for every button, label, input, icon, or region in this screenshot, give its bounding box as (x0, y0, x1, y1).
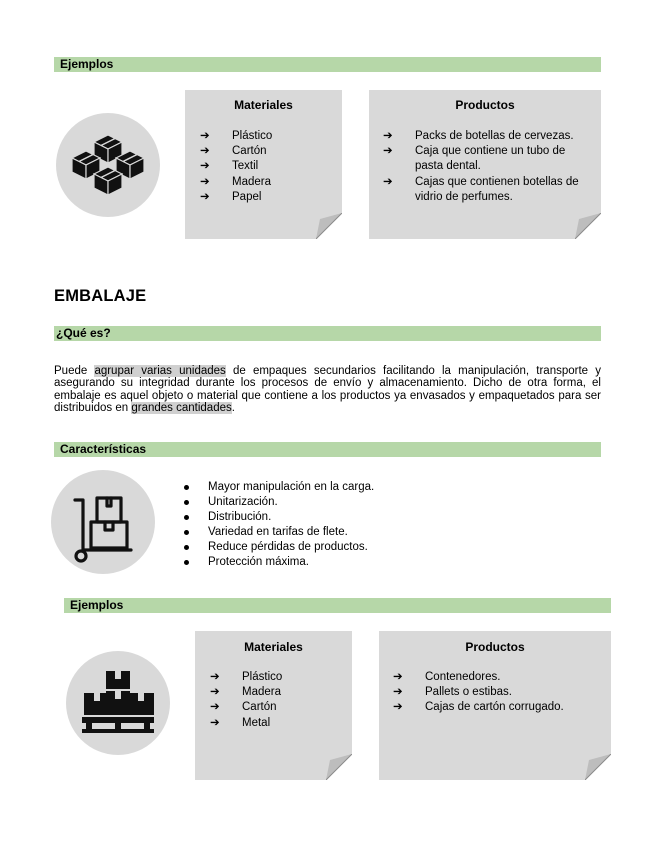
arrow-icon: ➔ (200, 160, 210, 173)
bullet-icon (184, 530, 189, 535)
arrow-icon: ➔ (210, 701, 220, 714)
list-item: ➔ Textil (200, 159, 272, 174)
list-item: Protección máxima. (182, 555, 374, 570)
bullet-icon (184, 485, 189, 490)
arrow-icon: ➔ (383, 145, 393, 158)
materiales-list-1 (200, 129, 272, 205)
arrow-icon: ➔ (393, 671, 403, 683)
list-item: ➔ Cartón (200, 144, 272, 159)
list-item: ➔ Cajas que contienen botellas de vidrio de perfumes. (383, 175, 579, 203)
boxes-icon (56, 113, 160, 217)
list-item: ➔ Madera (210, 685, 282, 700)
list-item: ➔ Plástico (210, 670, 282, 685)
materiales-title-2: Materiales (244, 640, 303, 654)
highlight-text: grandes cantidades (131, 402, 232, 415)
page-fold-icon (316, 213, 342, 239)
embalaje-paragraph: Puede agrupar varias unidades de empaques secundarios facilitando la manipulación, transporte y asegurando su integridad durante los procesos de envío y almacenamiento. Dicho de otra forma, el embalaje es aquel objeto o material que contiene a los productos ya envasados y empaquetados para ser distribuidos en grandes cantidades. (54, 365, 601, 415)
arrow-icon: ➔ (393, 686, 403, 699)
pallet-boxes-icon-circle (66, 651, 170, 755)
arrow-icon: ➔ (383, 175, 393, 188)
ejemplos-bar-1: Ejemplos (54, 57, 601, 72)
arrow-icon: ➔ (210, 716, 220, 729)
ejemplos-bar-2: Ejemplos (64, 598, 611, 613)
arrow-icon: ➔ (200, 130, 210, 142)
arrow-icon: ➔ (210, 671, 220, 683)
hand-truck-icon (51, 470, 155, 574)
bullet-icon (184, 545, 189, 550)
list-item: Distribución. (182, 510, 374, 525)
page-heading-embalaje: EMBALAJE (54, 287, 147, 305)
list-item: ➔ Contenedores. (393, 670, 605, 685)
caracteristicas-bar: Características (54, 442, 601, 457)
list-item: ➔ Madera (200, 175, 272, 190)
hand-truck-icon-circle (51, 470, 155, 574)
list-item: ➔ Cajas de cartón corrugado. (393, 700, 605, 715)
que-es-bar: ¿Qué es? (54, 326, 601, 341)
productos-list-1 (383, 129, 595, 205)
list-item: ➔ Metal (210, 716, 282, 731)
arrow-icon: ➔ (200, 190, 210, 203)
bullet-icon (184, 560, 189, 565)
materiales-note-1 (185, 90, 342, 239)
caracteristicas-list (182, 480, 374, 570)
page-fold-icon (326, 754, 352, 780)
pallet-boxes-icon (66, 651, 170, 755)
arrow-icon: ➔ (210, 686, 220, 699)
list-item: Variedad en tarifas de flete. (182, 525, 374, 540)
list-item: ➔ Caja que contiene un tubo de pasta dental. (383, 145, 566, 173)
productos-title-1: Productos (455, 98, 515, 112)
productos-note-1 (369, 90, 601, 239)
boxes-icon-circle (56, 113, 160, 217)
productos-list-2 (393, 670, 605, 716)
page-fold-icon (585, 754, 611, 780)
list-item: Reduce pérdidas de productos. (182, 540, 374, 555)
materiales-list-2 (210, 670, 282, 731)
productos-title-2: Productos (465, 640, 525, 654)
arrow-icon: ➔ (383, 130, 393, 142)
list-item: ➔ Packs de botellas de cervezas. (383, 129, 595, 144)
list-item: ➔ Papel (200, 190, 272, 205)
list-item: Unitarización. (182, 495, 374, 510)
arrow-icon: ➔ (393, 701, 403, 714)
materiales-note-2 (195, 631, 352, 780)
arrow-icon: ➔ (200, 145, 210, 158)
highlight-text: agrupar varias unidades (94, 365, 226, 377)
page-fold-icon (575, 213, 601, 239)
list-item: ➔ Pallets o estibas. (393, 685, 605, 700)
arrow-icon: ➔ (200, 175, 210, 188)
list-item: Mayor manipulación en la carga. (182, 480, 374, 495)
materiales-title-1: Materiales (234, 98, 293, 112)
list-item: ➔ Plástico (200, 129, 272, 144)
productos-note-2 (379, 631, 611, 780)
bullet-icon (184, 500, 189, 505)
bullet-icon (184, 515, 189, 520)
list-item: ➔ Cartón (210, 700, 282, 715)
